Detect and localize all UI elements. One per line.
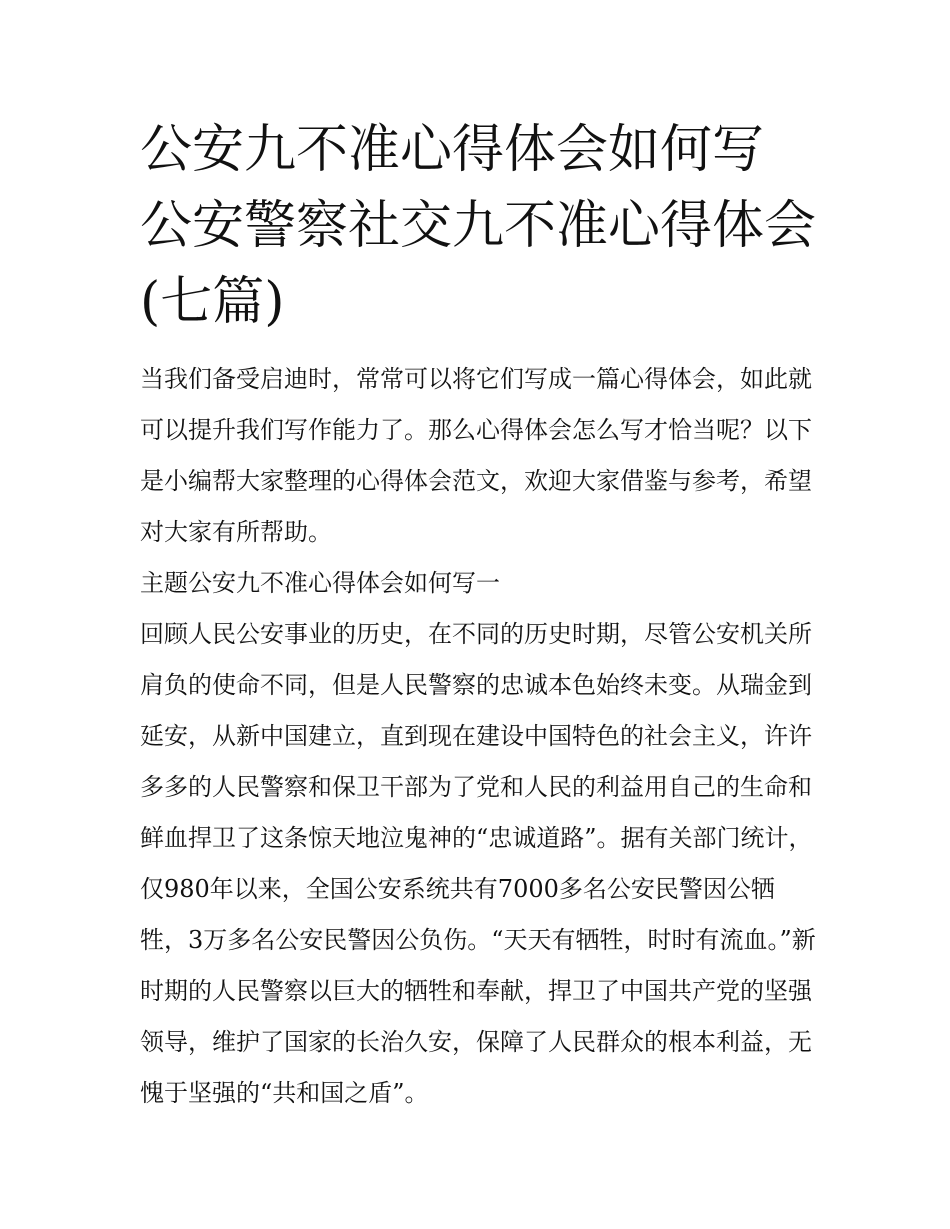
document-title: 公安九不准心得体会如何写 公安警察社交九不准心得体会(七篇) xyxy=(140,120,817,332)
intro-paragraph: 当我们备受启迪时，常常可以将它们写成一篇心得体会，如此就可以提升我们写作能力了。那么心得体会怎么写才恰当呢？以下是小编帮大家整理的心得体会范文，欢迎大家借鉴与参考，希望对大家有所帮助。 xyxy=(140,365,812,546)
document-body xyxy=(140,354,820,1119)
section-heading: 主题公安九不准心得体会如何写一 xyxy=(140,569,500,597)
document-page xyxy=(140,112,820,1119)
body-paragraph: 回顾人民公安事业的历史，在不同的历史时期，尽管公安机关所肩负的使命不同，但是人民警察的忠诚本色始终未变。从瑞金到延安，从新中国建立，直到现在建设中国特色的社会主义，许许多多的人民警察和保卫干部为了党和人民的利益用自己的生命和鲜血捍卫了这条惊天地泣鬼神的“忠诚道路”。据有关部门统计，仅980年以来，全国公安系统共有7000多名公安民警因公牺牲，3万多名公安民警因公负伤。“天天有牺牲，时时有流血。”新时期的人民警察以巨大的牺牲和奉献，捍卫了中国共产党的坚强领导，维护了国家的长治久安，保障了人民群众的根本利益，无愧于坚强的“共和国之盾”。 xyxy=(140,620,816,1107)
